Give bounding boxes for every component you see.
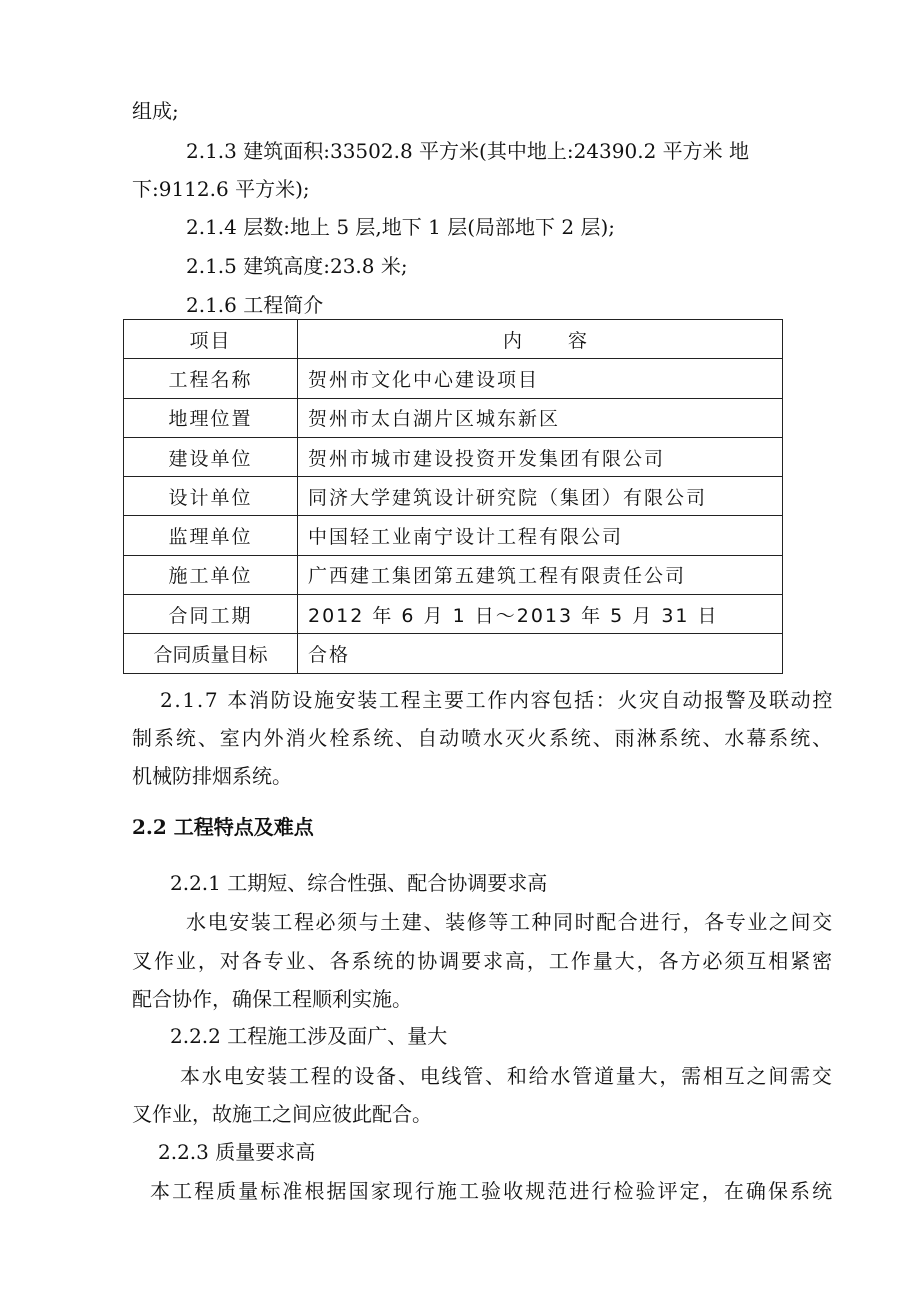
table-value-cell: 2012 年 6 月 1 日～2013 年 5 月 31 日: [298, 595, 783, 634]
table-value-cell: 中国轻工业南宁设计工程有限公司: [298, 516, 783, 555]
paragraph-text: 本工程质量标准根据国家现行施工验收规范进行检验评定，在确保系统: [150, 1179, 835, 1203]
table-value-cell: 合格: [298, 634, 783, 673]
table-row: [124, 398, 783, 437]
table-key-cell: 合同质量目标: [124, 634, 298, 673]
paragraph-text: 2.1.6 工程简介: [186, 293, 324, 317]
paragraph-text: 制系统、室内外消火栓系统、自动喷水灭火系统、雨淋系统、水幕系统、: [132, 726, 835, 750]
paragraph-text: 2.1.3 建筑面积:33502.8 平方米(其中地上:24390.2 平方米 地: [186, 139, 750, 163]
paragraph-text: 机械防排烟系统。: [132, 764, 292, 788]
paragraph-text: 本水电安装工程的设备、电线管、和给水管道量大，需相互之间需交: [180, 1064, 834, 1088]
table-key-cell: 地理位置: [124, 398, 298, 437]
table-row: [124, 595, 783, 634]
table-header-cell: 内 容: [298, 320, 783, 359]
table-row: [124, 437, 783, 476]
paragraph-text: 下:9112.6 平方米);: [132, 177, 310, 201]
table-row: [124, 477, 783, 516]
section-heading: 2.2 工程特点及难点: [132, 815, 314, 839]
table-value-cell: 贺州市文化中心建设项目: [298, 359, 783, 398]
table-key-cell: 设计单位: [124, 477, 298, 516]
table-key-cell: 合同工期: [124, 595, 298, 634]
table-row: [124, 555, 783, 594]
paragraph-text: 2.1.5 建筑高度:23.8 米;: [186, 254, 408, 278]
paragraph-text: 组成;: [132, 99, 179, 123]
table-value-cell: 贺州市城市建设投资开发集团有限公司: [298, 437, 783, 476]
table-key-cell: 监理单位: [124, 516, 298, 555]
table-row: [124, 516, 783, 555]
table-value-cell: 广西建工集团第五建筑工程有限责任公司: [298, 555, 783, 594]
paragraph-text: 叉作业，故施工之间应彼此配合。: [132, 1102, 432, 1126]
table-key-cell: 施工单位: [124, 555, 298, 594]
paragraph-text: 配合协作，确保工程顺利实施。: [132, 987, 412, 1011]
paragraph-text: 2.1.4 层数:地上 5 层,地下 1 层(局部地下 2 层);: [186, 215, 616, 239]
table-key-cell: 工程名称: [124, 359, 298, 398]
project-info-table: [123, 319, 783, 674]
table-header-cell: 项目: [124, 320, 298, 359]
table-header-row: [124, 320, 783, 359]
table-value-cell: 贺州市太白湖片区城东新区: [298, 398, 783, 437]
subsection-heading: 2.2.1 工期短、综合性强、配合协调要求高: [170, 871, 548, 895]
table-row: [124, 634, 783, 673]
paragraph-text: 水电安装工程必须与土建、装修等工种同时配合进行，各专业之间交: [186, 910, 834, 934]
paragraph-text: 2.1.7 本消防设施安装工程主要工作内容包括：火灾自动报警及联动控: [160, 688, 835, 712]
subsection-heading: 2.2.2 工程施工涉及面广、量大: [170, 1024, 448, 1048]
table-value-cell: 同济大学建筑设计研究院（集团）有限公司: [298, 477, 783, 516]
subsection-heading: 2.2.3 质量要求高: [158, 1140, 316, 1164]
paragraph-text: 叉作业，对各专业、各系统的协调要求高，工作量大，各方必须互相紧密: [132, 949, 835, 973]
table-row: [124, 359, 783, 398]
table-key-cell: 建设单位: [124, 437, 298, 476]
